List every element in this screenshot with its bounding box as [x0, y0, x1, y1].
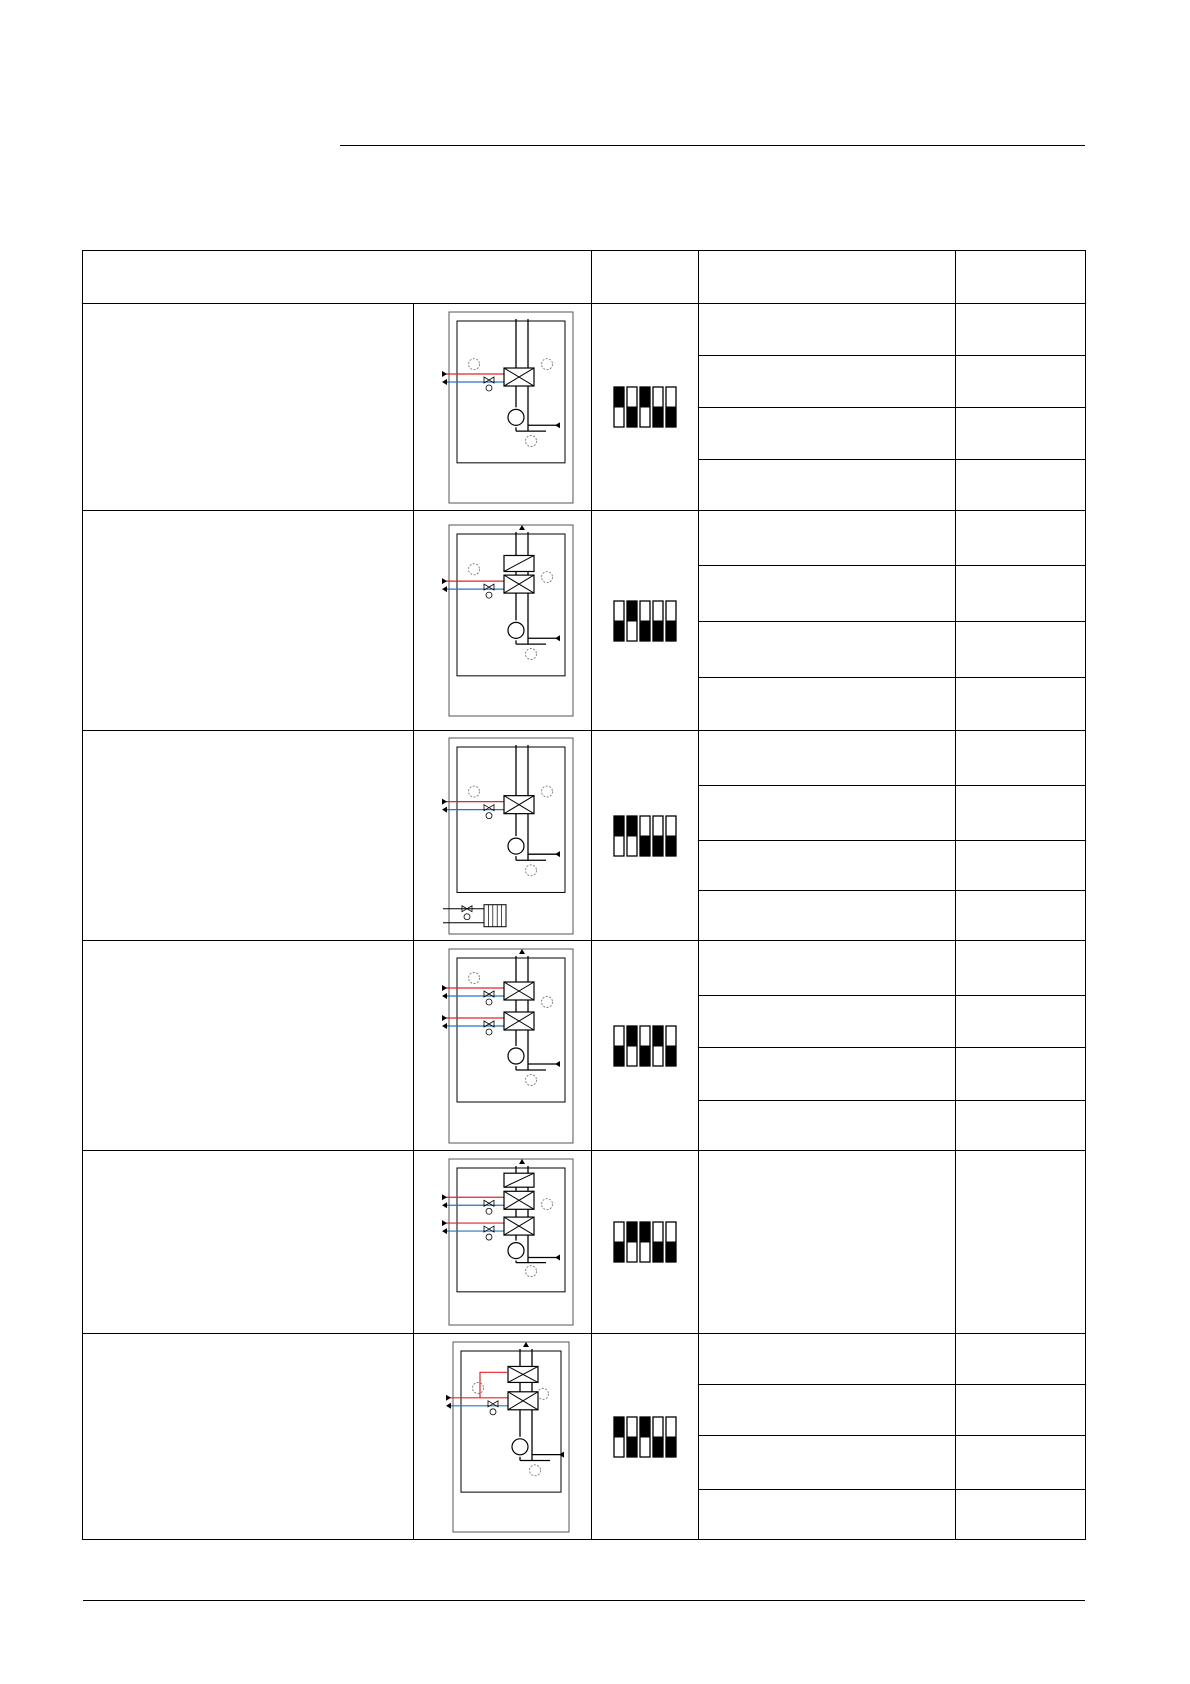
- dip-switch-2: [627, 601, 637, 641]
- diagram-frame: [449, 312, 573, 503]
- value-cell: [956, 1436, 1086, 1490]
- parameter-cell: [699, 678, 956, 731]
- table-row: [83, 1151, 1086, 1334]
- configuration-table: [82, 250, 1086, 1540]
- dip-switch-5: [666, 816, 676, 856]
- parameter-cell: [699, 1048, 956, 1101]
- parameter-cell: [699, 356, 956, 408]
- dip-switch-2: [627, 387, 637, 427]
- value-cell: [956, 408, 1086, 460]
- table-row: [83, 304, 1086, 356]
- value-cell: [956, 786, 1086, 841]
- dip-switch-3: [640, 1222, 650, 1262]
- application-description: [83, 1151, 414, 1334]
- hydraulic-diagram: [429, 1156, 577, 1328]
- dip-switch-cell: [592, 304, 699, 511]
- dip-switch-4: [653, 1222, 663, 1262]
- value-cell: [956, 1490, 1086, 1540]
- application-diagram-cell: [414, 304, 592, 511]
- dip-lever-off: [666, 836, 676, 856]
- value-cell: [956, 356, 1086, 408]
- loop-exchanger: [504, 795, 534, 813]
- diagram-frame: [449, 949, 573, 1143]
- parameter-cell: [699, 566, 956, 622]
- table-header-row: [83, 251, 1086, 304]
- dip-lever-off: [627, 407, 637, 427]
- dip-switch-3: [640, 387, 650, 427]
- table-row: [83, 731, 1086, 786]
- dip-switch-2: [627, 816, 637, 856]
- dip-switch-4: [653, 1026, 663, 1066]
- loop-a-supply-arrow: [442, 985, 447, 991]
- upper-exchanger: [508, 1366, 538, 1382]
- dip-lever-on: [627, 601, 637, 621]
- value-cell: [956, 941, 1086, 996]
- loop-a-return-arrow: [442, 993, 447, 999]
- dip-switch-3: [640, 816, 650, 856]
- dip-lever-off: [653, 407, 663, 427]
- loop-a-exchanger: [504, 982, 534, 1000]
- pump-icon: [508, 838, 524, 854]
- dip-lever-off: [653, 1242, 663, 1262]
- dip-lever-on: [640, 1222, 650, 1242]
- dip-switch-5: [666, 1417, 676, 1457]
- dip-switch-1: [614, 1417, 624, 1457]
- value-cell: [956, 1334, 1086, 1385]
- value-cell: [956, 1385, 1086, 1436]
- loop-b-supply-arrow: [442, 1015, 447, 1021]
- parameter-cell: [699, 1101, 956, 1151]
- dip-lever-off: [653, 836, 663, 856]
- parameter-cell: [699, 304, 956, 356]
- header-rule: [340, 145, 1085, 146]
- hydraulic-diagram: [429, 735, 577, 937]
- dip-lever-on: [640, 387, 650, 407]
- diagram-frame: [449, 738, 573, 934]
- loop-supply-arrow: [446, 1394, 451, 1400]
- dip-switch-3: [640, 1417, 650, 1457]
- value-cell: [956, 1101, 1086, 1151]
- parameter-cell: [699, 622, 956, 678]
- parameter-cell: [699, 996, 956, 1048]
- dip-lever-on: [627, 816, 637, 836]
- diagram-frame: [449, 525, 573, 716]
- loop-b-return-arrow: [442, 1023, 447, 1029]
- dip-lever-on: [627, 1222, 637, 1242]
- dip-lever-off: [614, 621, 624, 641]
- parameter-cell: [699, 1490, 956, 1540]
- loop-b-exchanger: [504, 1012, 534, 1030]
- value-cell: [956, 678, 1086, 731]
- dip-switch-cell: [592, 1151, 699, 1334]
- dip-switch-icon: [612, 1415, 678, 1459]
- dip-switch-3: [640, 601, 650, 641]
- parameter-cell: [699, 408, 956, 460]
- application-description: [83, 731, 414, 941]
- dip-switch-cell: [592, 511, 699, 731]
- loop-exchanger: [504, 575, 534, 593]
- dip-switch-1: [614, 1222, 624, 1262]
- dip-switch-4: [653, 816, 663, 856]
- loop-a-return-arrow: [442, 1202, 447, 1208]
- dip-switch-icon: [612, 1024, 678, 1068]
- dip-switch-1: [614, 387, 624, 427]
- loop-a-supply-arrow: [442, 1194, 447, 1200]
- footer-rule: [83, 1600, 1085, 1601]
- header-application: [83, 251, 592, 304]
- value-cell: [956, 460, 1086, 511]
- parameter-cell: [699, 1385, 956, 1436]
- loop-supply-arrow: [442, 578, 447, 584]
- dip-lever-on: [614, 387, 624, 407]
- header-parameter: [699, 251, 956, 304]
- pump-icon: [512, 1438, 528, 1454]
- dip-switch-icon: [612, 814, 678, 858]
- loop-b-return-arrow: [442, 1228, 447, 1234]
- dip-switch-1: [614, 1026, 624, 1066]
- dip-lever-off: [614, 1242, 624, 1262]
- dip-switch-icon: [612, 599, 678, 643]
- value-cell: [956, 996, 1086, 1048]
- dip-switch-cell: [592, 731, 699, 941]
- application-description: [83, 304, 414, 511]
- application-diagram-cell: [414, 511, 592, 731]
- dip-switch-5: [666, 601, 676, 641]
- loop-exchanger: [504, 368, 534, 386]
- application-description: [83, 1334, 414, 1540]
- dip-switch-2: [627, 1026, 637, 1066]
- value-cell: [956, 622, 1086, 678]
- dip-lever-on: [627, 1026, 637, 1046]
- dip-lever-off: [614, 1046, 624, 1066]
- dip-lever-on: [614, 1417, 624, 1437]
- parameter-cell: [699, 460, 956, 511]
- loop-supply-arrow: [442, 798, 447, 804]
- hydraulic-diagram: [429, 946, 577, 1146]
- dip-lever-off: [666, 1437, 676, 1457]
- dip-switch-cell: [592, 1334, 699, 1540]
- parameter-cell: [699, 731, 956, 786]
- preheater-exchanger: [504, 555, 534, 571]
- dip-lever-off: [666, 621, 676, 641]
- dip-switch-1: [614, 816, 624, 856]
- value-cell: [956, 1048, 1086, 1101]
- upper-exchanger: [504, 1173, 534, 1187]
- loop-return-arrow: [446, 1402, 451, 1408]
- dip-lever-off: [640, 1046, 650, 1066]
- parameter-cell: [699, 1151, 956, 1334]
- dip-switch-icon: [612, 1220, 678, 1264]
- dip-switch-4: [653, 1417, 663, 1457]
- application-diagram-cell: [414, 941, 592, 1151]
- loop-supply-arrow: [442, 371, 447, 377]
- dip-lever-off: [640, 836, 650, 856]
- loop-a-exchanger: [504, 1191, 534, 1209]
- dip-lever-off: [640, 621, 650, 641]
- dip-lever-off: [666, 1242, 676, 1262]
- dip-lever-off: [653, 621, 663, 641]
- loop-return-arrow: [442, 806, 447, 812]
- dip-switch-5: [666, 1026, 676, 1066]
- pump-icon: [508, 1048, 524, 1064]
- loop-b-exchanger: [504, 1217, 534, 1235]
- pump-icon: [508, 1243, 524, 1259]
- dip-switch-3: [640, 1026, 650, 1066]
- application-description: [83, 941, 414, 1151]
- value-cell: [956, 566, 1086, 622]
- application-description: [83, 511, 414, 731]
- hydraulic-diagram: [433, 1339, 573, 1535]
- parameter-cell: [699, 841, 956, 891]
- application-diagram-cell: [414, 1334, 592, 1540]
- parameter-cell: [699, 1334, 956, 1385]
- dip-lever-off: [666, 407, 676, 427]
- value-cell: [956, 304, 1086, 356]
- application-diagram-cell: [414, 731, 592, 941]
- parameter-cell: [699, 941, 956, 996]
- hydraulic-diagram: [429, 309, 577, 506]
- dip-lever-on: [653, 1026, 663, 1046]
- dip-switch-5: [666, 1222, 676, 1262]
- value-cell: [956, 841, 1086, 891]
- dip-switch-icon: [612, 385, 678, 429]
- application-diagram-cell: [414, 1151, 592, 1334]
- dip-lever-off: [666, 1046, 676, 1066]
- dip-switch-4: [653, 601, 663, 641]
- dip-switch-2: [627, 1417, 637, 1457]
- table-row: [83, 1334, 1086, 1385]
- parameter-cell: [699, 1436, 956, 1490]
- header-dip-switch: [592, 251, 699, 304]
- value-cell: [956, 511, 1086, 566]
- table-row: [83, 511, 1086, 566]
- dip-lever-on: [640, 1417, 650, 1437]
- dip-lever-on: [614, 816, 624, 836]
- dip-switch-cell: [592, 941, 699, 1151]
- dip-switch-1: [614, 601, 624, 641]
- hydraulic-diagram: [429, 522, 577, 719]
- dip-switch-2: [627, 1222, 637, 1262]
- loop-return-arrow: [442, 586, 447, 592]
- value-cell: [956, 1151, 1086, 1334]
- header-value: [956, 251, 1086, 304]
- dip-lever-off: [627, 1437, 637, 1457]
- parameter-cell: [699, 511, 956, 566]
- dip-lever-off: [653, 1437, 663, 1457]
- parameter-cell: [699, 891, 956, 941]
- value-cell: [956, 891, 1086, 941]
- pump-icon: [508, 409, 524, 425]
- loop-exchanger: [508, 1391, 538, 1409]
- pump-icon: [508, 622, 524, 638]
- loop-b-supply-arrow: [442, 1220, 447, 1226]
- parameter-cell: [699, 786, 956, 841]
- value-cell: [956, 731, 1086, 786]
- dip-switch-4: [653, 387, 663, 427]
- loop-return-arrow: [442, 379, 447, 385]
- dip-switch-5: [666, 387, 676, 427]
- table-row: [83, 941, 1086, 996]
